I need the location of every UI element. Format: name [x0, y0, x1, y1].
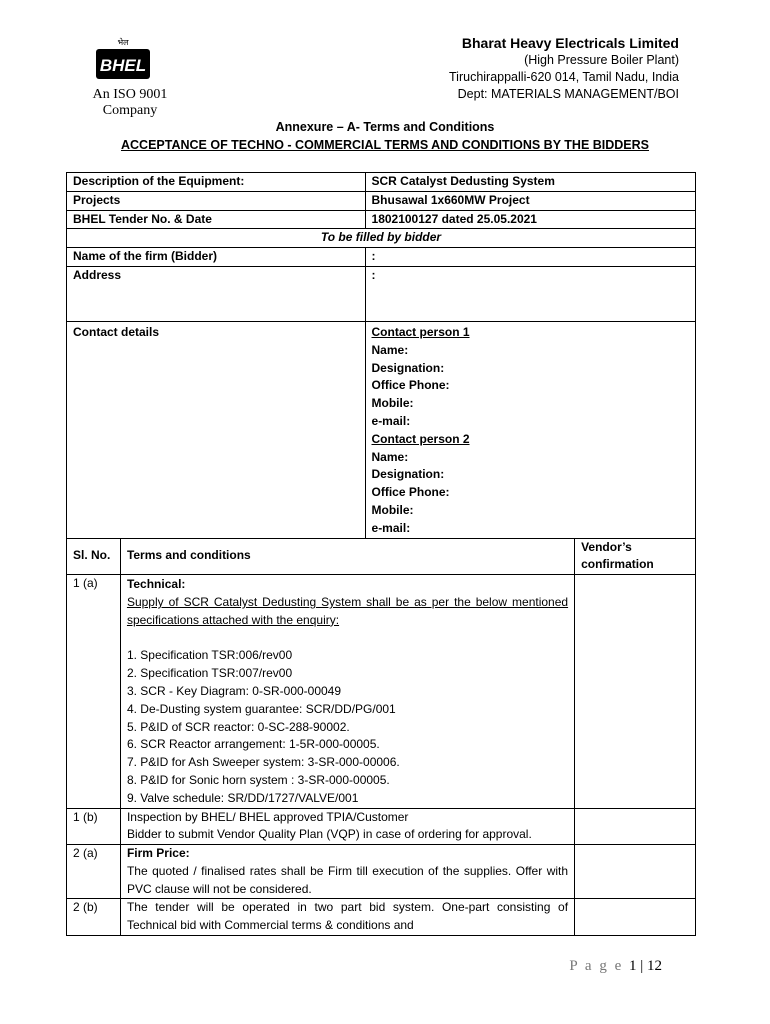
terms-header-row: Sl. No. Terms and conditions Vendor’s confirmation — [67, 538, 696, 575]
contact-row: Contact details Contact person 1 Name: Designation: Office Phone: Mobile: e-mail: Contact person 2 Name: Designation: Office Phone: Mobile: e-mail: — [67, 321, 696, 538]
page-number: 1 | 12 — [628, 958, 662, 974]
tender-row: BHEL Tender No. & Date 1802100127 dated 25.05.2021 — [67, 210, 696, 229]
plant-name: (High Pressure Boiler Plant) — [524, 53, 679, 67]
firm-row: Name of the firm (Bidder) : — [67, 248, 696, 267]
svg-text:भेल: भेल — [117, 38, 129, 47]
vendor-confirmation-1b[interactable] — [575, 808, 696, 845]
term-row-2a: 2 (a) Firm Price: The quoted / finalised rates shall be Firm till execution of the supplies. Offer with PVC clause will not be considered. — [67, 845, 696, 899]
company-name: Bharat Heavy Electricals Limited — [461, 35, 679, 51]
equipment-row: Description of the Equipment: SCR Catalyst Dedusting System — [67, 173, 696, 192]
annexure-title: Annexure – A- Terms and Conditions — [275, 120, 495, 134]
company-address: Tiruchirappalli-620 014, Tamil Nadu, India — [449, 70, 679, 84]
bhel-logo — [94, 36, 152, 82]
vendor-confirmation-2a[interactable] — [575, 845, 696, 899]
projects-row: Projects Bhusawal 1x660MW Project — [67, 191, 696, 210]
term-row-1a: 1 (a) Technical: Supply of SCR Catalyst Dedusting System shall be as per the below mentioned specifications attached with the enquiry: 1. Specification TSR:006/rev00 2. Specification TSR:007/rev00 3. SCR - Key Diagram: 0-SR-000-00049 4. De-Dusting system guarantee: SCR/DD/PG/001 5. P&ID of SCR reactor: 0-SC-288-90002. 6. SCR Reactor arrangement: 1-5R-000-00005. 7. P&ID for Ash Sweeper system: 3-SR-000-00006. 8. P&ID for Sonic horn system : 3-SR-000-00005. 9. Valve schedule: SR/DD/1727/VALVE/001 — [67, 575, 696, 808]
address-row: Address : — [67, 266, 696, 321]
department: Dept: MATERIALS MANAGEMENT/BOI — [457, 87, 679, 101]
term-row-1b: 1 (b) Inspection by BHEL/ BHEL approved TPIA/Customer Bidder to submit Vendor Quality Plan (VQP) in case of ordering for approval. — [67, 808, 696, 845]
term-row-2b: 2 (b) The tender will be operated in two part bid system. One-part consisting of Technical bid with Commercial terms & conditions and — [67, 899, 696, 936]
bidder-heading-row: To be filled by bidder — [67, 229, 696, 248]
document-subtitle: ACCEPTANCE OF TECHNO - COMMERCIAL TERMS AND CONDITIONS BY THE BIDDERS — [120, 138, 650, 152]
terms-table — [66, 172, 696, 936]
company-header — [449, 35, 679, 103]
vendor-confirmation-1a[interactable] — [575, 575, 696, 808]
contact-fields[interactable]: Contact person 1 Name: Designation: Office Phone: Mobile: e-mail: Contact person 2 Name: Designation: Office Phone: Mobile: e-mail: — [365, 321, 695, 538]
iso-label: An ISO 9001 Company — [92, 87, 168, 118]
svg-text:BHEL: BHEL — [99, 56, 147, 75]
page-footer: P a g e 1 | 12 — [569, 958, 662, 974]
vendor-confirmation-2b[interactable] — [575, 899, 696, 936]
